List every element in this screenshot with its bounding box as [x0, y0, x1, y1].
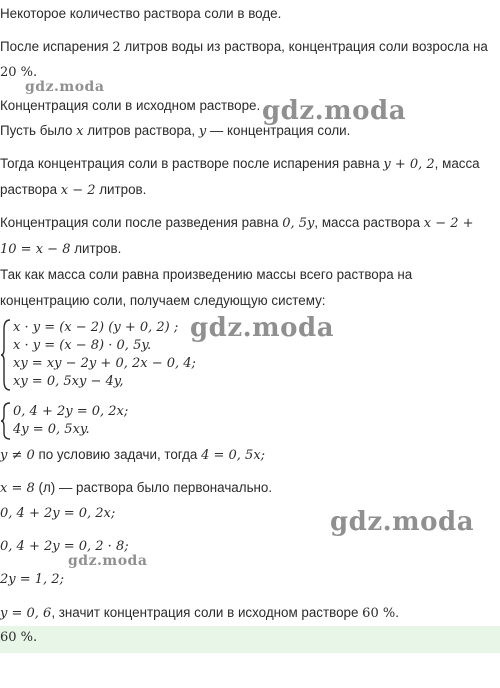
solution-line: раствора x − 2 литров. — [0, 182, 147, 198]
watermark: gdz.moda — [25, 79, 105, 95]
equation-system-1 — [13, 319, 196, 391]
solution-line: Так как масса соли равна произведению массы всего раствора на — [0, 267, 413, 282]
solution-line: 10 = x − 8 литров. — [0, 241, 122, 257]
equation: xy = xy − 2y + 0, 2x − 0, 4; — [13, 356, 196, 371]
solution-conclusion: y = 0, 6, значит концентрация соли в исходном растворе 60 %. — [0, 605, 399, 621]
problem-percent: 20 %. — [0, 65, 38, 80]
system-brace — [0, 319, 12, 391]
watermark: gdz.moda — [190, 313, 335, 343]
watermark: gdz.moda — [330, 507, 475, 537]
solution-line: Пусть было x литров раствора, y — концентрация соли. — [0, 123, 351, 139]
system-brace — [0, 402, 12, 440]
answer-box — [0, 626, 500, 653]
solution-line: Концентрация соли после разведения равна 0, 5y, масса раствора x − 2 + — [0, 215, 474, 231]
equation: xy = 0, 5xy − 4y, — [13, 374, 124, 389]
equation: x · y = (x − 2) (y + 0, 2) ; — [13, 320, 179, 335]
solution-line: x = 8 (л) — раствора было первоначально. — [0, 480, 273, 496]
equation-line: 0, 4 + 2y = 0, 2x; — [0, 506, 116, 521]
solution-line: Тогда концентрация соли в растворе после испарения равна y + 0, 2, масса — [0, 156, 480, 172]
solution-line: концентрацию соли, получаем следующую систему: — [0, 293, 326, 308]
solution-line: y ≠ 0 по условию задачи, тогда 4 = 0, 5x; — [0, 447, 266, 463]
equation: 4y = 0, 5xy. — [13, 422, 90, 437]
problem-statement: Некоторое количество раствора соли в воде. — [0, 6, 282, 21]
equation-line: 0, 4 + 2y = 0, 2 · 8; — [0, 539, 129, 554]
equation: x · y = (x − 8) · 0, 5y. — [13, 338, 152, 353]
answer-text: 60 %. — [0, 630, 38, 645]
watermark: gdz.moda — [68, 553, 148, 569]
question: Концентрация соли в исходном растворе. — [0, 98, 261, 113]
equation-line: 2y = 1, 2; — [0, 572, 64, 587]
problem-condition: После испарения 2 литров воды из раствора, концентрация соли возросла на — [0, 39, 488, 55]
equation-system-2 — [13, 403, 128, 439]
equation: 0, 4 + 2y = 0, 2x; — [13, 404, 129, 419]
watermark: gdz.moda — [262, 96, 407, 126]
